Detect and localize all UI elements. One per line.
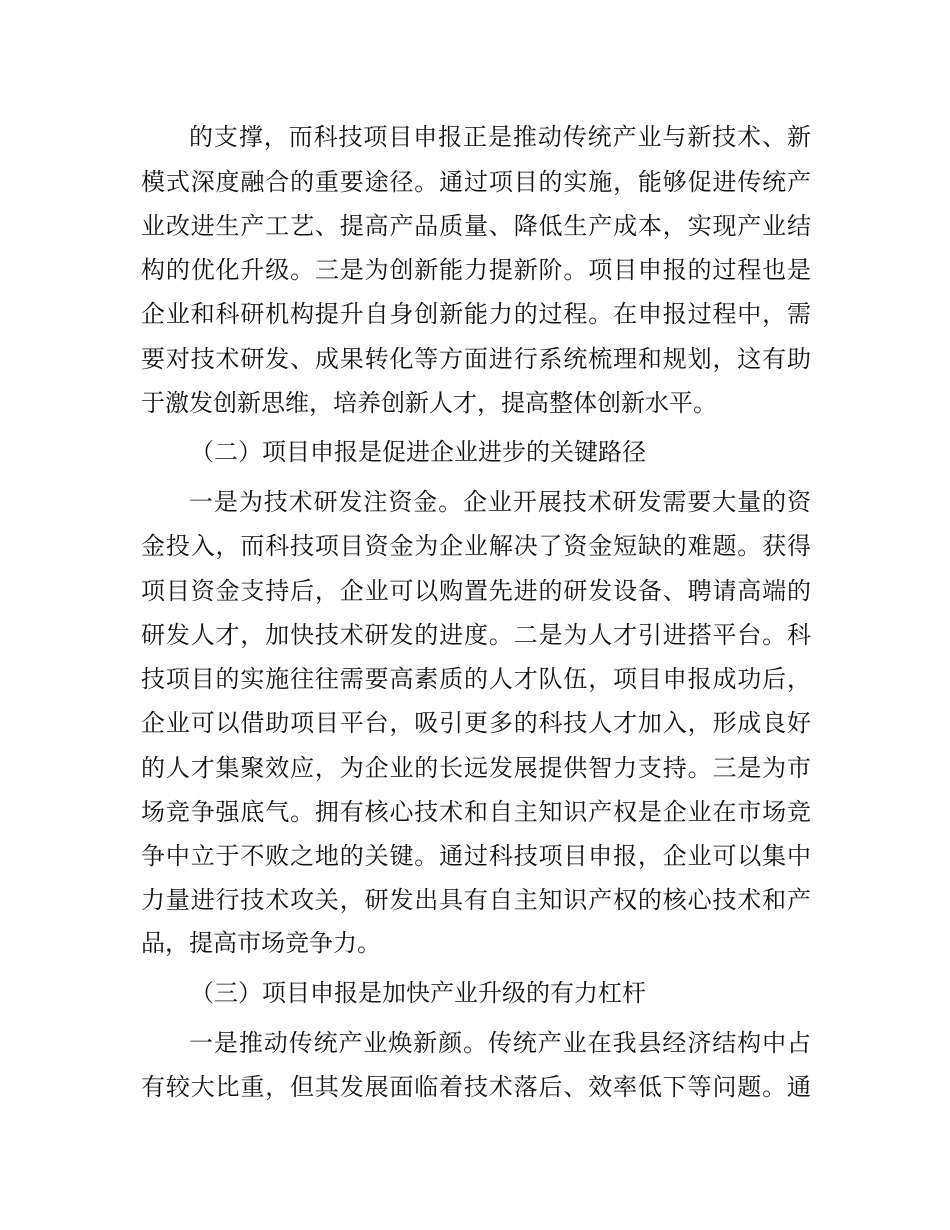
paragraph-line: 于激发创新思维，培养创新人才，提高整体创新水平。 [141,389,717,417]
paragraph-line: 业改进生产工艺、提高产品质量、降低生产成本，实现产业结 [141,212,811,240]
paragraph-line: 企业和科研机构提升自身创新能力的过程。在申报过程中，需 [141,300,811,328]
paragraph-line: 企业可以借助项目平台，吸引更多的科技人才加入，形成良好 [141,709,811,737]
paragraph-line: 场竞争强底气。拥有核心技术和自主知识产权是企业在市场竞 [141,798,811,826]
paragraph-line: 力量进行技术攻关，研发出具有自主知识产权的核心技术和产 [141,886,811,914]
paragraph-line: 品，提高市场竞争力。 [141,929,381,957]
paragraph-line: 构的优化升级。三是为创新能力提新阶。项目申报的过程也是 [141,256,811,284]
paragraph-line: 有较大比重，但其发展面临着技术落后、效率低下等问题。通 [141,1073,811,1101]
paragraph-line: 项目资金支持后，企业可以购置先进的研发设备、聘请高端的 [141,577,811,605]
paragraph-line: 一是为技术研发注资金。企业开展技术研发需要大量的资 [189,488,811,516]
paragraph-line: 要对技术研发、成果转化等方面进行系统梳理和规划，这有助 [141,345,811,373]
section-heading: （二）项目申报是促进企业进步的关键路径 [190,438,646,466]
paragraph-line: 金投入，而科技项目资金为企业解决了资金短缺的难题。获得 [141,532,811,560]
paragraph-line: 争中立于不败之地的关键。通过科技项目申报，企业可以集中 [141,842,811,870]
paragraph-line: 的人才集聚效应，为企业的长远发展提供智力支持。三是为市 [141,754,811,782]
section-heading: （三）项目申报是加快产业升级的有力杠杆 [190,979,646,1007]
paragraph-line: 技项目的实施往往需要高素质的人才队伍，项目申报成功后， [141,665,811,693]
paragraph-line: 一是推动传统产业焕新颜。传统产业在我县经济结构中占 [189,1029,811,1057]
paragraph-line: 研发人才，加快技术研发的进度。二是为人才引进搭平台。科 [141,621,811,649]
paragraph-line: 模式深度融合的重要途径。通过项目的实施，能够促进传统产 [141,168,811,196]
paragraph-line: 的支撑，而科技项目申报正是推动传统产业与新技术、新 [189,123,811,151]
